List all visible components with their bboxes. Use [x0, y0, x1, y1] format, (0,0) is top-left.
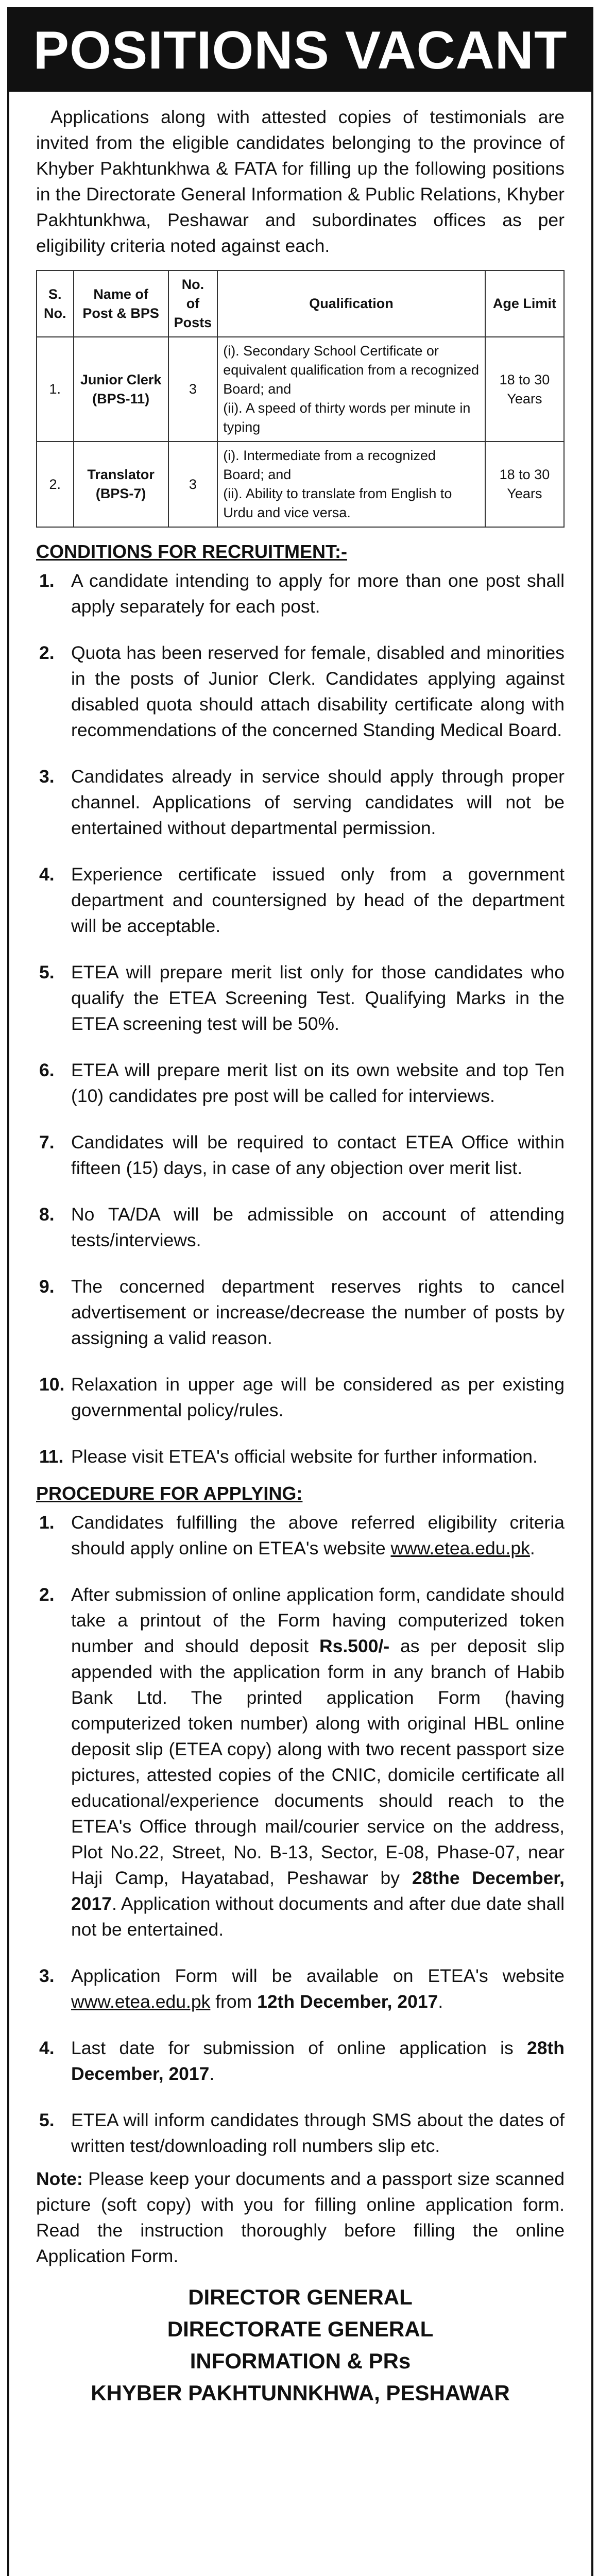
item-text: Quota has been reserved for female, disabled and minorities in the posts of Junior Clerk. Candidates applying against disabled quota should attach disability certificate along with recommendations of the concerned Standing Medical Board. — [71, 642, 565, 740]
list-item — [36, 1963, 565, 2014]
last-date: 28th December, 2017 — [71, 2038, 565, 2084]
list-item — [36, 1129, 565, 1181]
item-number: 5. — [39, 2110, 55, 2130]
serial-number-cell: 1. — [37, 337, 74, 442]
post-name: Junior Clerk — [80, 371, 162, 387]
item-text: After submission of online application form, candidate should take a printout of the Form having computerized token number and should deposit Rs.500/- as per deposit slip appended with the application form in any branch of Habib Bank Ltd. The printed application Form (having computerized token number) along with original HBL online deposit slip (ETEA copy) along with two recent passport size pictures, attested copies of the CNIC, domicile certificate all educational/experience documents should reach to the ETEA's Office through mail/courier service on the address, Plot No.22, Street, No. B-13, Sector, E-08, Phase-07, near Haji Camp, Hayatabad, Peshawar by 28the December, 2017. Application without documents and after due date shall not be entertained. — [71, 1584, 565, 1940]
item-number: 4. — [39, 2038, 55, 2058]
item-number: 7. — [39, 1132, 55, 1153]
qualification-line: (i). Intermediate from a recognized Board; and — [223, 448, 436, 482]
post-bps: (BPS-7) — [95, 486, 146, 501]
item-number: 6. — [39, 1060, 55, 1080]
item-text: Candidates already in service should apply through proper channel. Applications of serving candidates will not be entertained without departmental permission. — [71, 766, 565, 838]
item-number: 2. — [39, 1584, 55, 1605]
item-number: 9. — [39, 1276, 55, 1297]
website-link[interactable]: www.etea.edu.pk — [71, 1991, 211, 2012]
serial-number-cell: 2. — [37, 442, 74, 527]
post-count-cell: 3 — [168, 337, 218, 442]
item-number: 8. — [39, 1204, 55, 1225]
table-row — [37, 337, 564, 442]
item-text: ETEA will inform candidates through SMS about the dates of written test/downloading roll numbers slip etc. — [71, 2110, 565, 2156]
item-text: ETEA will prepare merit list only for those candidates who qualify the ETEA Screening Test. Qualifying Marks in the ETEA screening test will be 50%. — [71, 962, 565, 1034]
list-item — [36, 861, 565, 939]
age-limit-cell: 18 to 30 Years — [485, 337, 564, 442]
item-text: Relaxation in upper age will be considered as per existing governmental policy/rules. — [71, 1374, 565, 1420]
item-text: The concerned department reserves rights to cancel advertisement or increase/decrease the number of posts by assigning a valid reason. — [71, 1276, 565, 1348]
intro-paragraph: Applications along with attested copies of testimonials are invited from the eligible candidates belonging to the province of Khyber Pakhtunkhwa & FATA for filling up the following positions in the Directorate General Information & Public Relations, Khyber Pakhtunkhwa, Peshawar and subordinates offices as per eligibility criteria noted against each. — [36, 107, 565, 256]
list-item — [36, 764, 565, 841]
procedure-heading: PROCEDURE FOR APPLYING: — [36, 1483, 303, 1504]
fee-amount: Rs.500/- — [319, 1636, 390, 1656]
list-item — [36, 2107, 565, 2159]
item-number: 5. — [39, 962, 55, 982]
column-header: No. of Posts — [168, 270, 218, 337]
conditions-heading: CONDITIONS FOR RECRUITMENT:- — [36, 541, 347, 562]
note-paragraph — [36, 2166, 565, 2269]
page-title: POSITIONS VACANT — [9, 9, 591, 92]
signature-line: INFORMATION & PRs — [190, 2349, 411, 2373]
positions-table — [36, 270, 565, 528]
item-text: Last date for submission of online application is 28th December, 2017. — [71, 2038, 565, 2084]
age-limit-cell: 18 to 30 Years — [485, 442, 564, 527]
column-header: S. No. — [37, 270, 74, 337]
qualification-line: (i). Secondary School Certificate or equivalent qualification from a recognized Board; and — [223, 343, 480, 397]
ad-content — [9, 92, 591, 2409]
list-item — [36, 1510, 565, 1561]
list-item — [36, 1057, 565, 1109]
list-item — [36, 1582, 565, 1942]
list-item — [36, 959, 565, 1037]
item-number: 3. — [39, 766, 55, 787]
item-number: 3. — [39, 1965, 55, 1986]
item-number: 1. — [39, 1512, 55, 1533]
list-item — [36, 1444, 565, 1469]
item-text: Experience certificate issued only from a government department and countersigned by head of the department will be acceptable. — [71, 864, 565, 936]
qualification-line: (ii). A speed of thirty words per minute in typing — [223, 400, 471, 435]
item-number: 1. — [39, 570, 55, 591]
table-header-row — [37, 270, 564, 337]
item-text: Candidates fulfilling the above referred eligibility criteria should apply online on ETEA's website www.etea.edu.pk. — [71, 1512, 565, 1558]
item-text: Candidates will be required to contact ETEA Office within fifteen (15) days, in case of any objection over merit list. — [71, 1132, 565, 1178]
post-name: Translator — [87, 467, 155, 482]
list-item — [36, 1371, 565, 1423]
item-number: 4. — [39, 864, 55, 885]
list-item — [36, 1201, 565, 1253]
signature-line: DIRECTOR GENERAL — [188, 2285, 413, 2309]
signature-line: DIRECTORATE GENERAL — [167, 2317, 434, 2341]
post-bps: (BPS-11) — [92, 391, 150, 406]
item-text: ETEA will prepare merit list on its own website and top Ten (10) candidates pre post will be called for interviews. — [71, 1060, 565, 1106]
qualification-cell — [217, 337, 485, 442]
item-number: 11. — [39, 1446, 64, 1467]
availability-date: 12th December, 2017 — [257, 1991, 438, 2012]
list-item — [36, 2035, 565, 2087]
note-text: Please keep your documents and a passport size scanned picture (soft copy) with you for filling online application form. Read the instruction thoroughly before filling the online Application Form. — [36, 2168, 565, 2266]
column-header: Name of Post & BPS — [74, 270, 168, 337]
item-number: 2. — [39, 642, 55, 663]
column-header: Qualification — [217, 270, 485, 337]
website-link[interactable]: www.etea.edu.pk — [390, 1538, 530, 1558]
table-row — [37, 442, 564, 527]
item-text: Please visit ETEA's official website for further information. — [71, 1446, 538, 1467]
item-text: A candidate intending to apply for more than one post shall apply separately for each post. — [71, 570, 565, 617]
qualification-cell — [217, 442, 485, 527]
post-name-cell — [74, 337, 168, 442]
list-item — [36, 640, 565, 743]
item-text: No TA/DA will be admissible on account of attending tests/interviews. — [71, 1204, 565, 1250]
conditions-list — [36, 568, 565, 1469]
note-label: Note: — [36, 2168, 83, 2189]
procedure-list — [36, 1510, 565, 2159]
list-item — [36, 568, 565, 619]
qualification-line: (ii). Ability to translate from English to Urdu and vice versa. — [223, 486, 452, 520]
post-name-cell — [74, 442, 168, 527]
list-item — [36, 1274, 565, 1351]
item-number: 10. — [39, 1374, 65, 1395]
signature-line: KHYBER PAKHTUNNKHWA, PESHAWAR — [91, 2381, 510, 2405]
advertisement-frame — [7, 7, 593, 2576]
item-text: Application Form will be available on ETEA's website www.etea.edu.pk from 12th December, 2017. — [71, 1965, 565, 2012]
column-header: Age Limit — [485, 270, 564, 337]
post-count-cell: 3 — [168, 442, 218, 527]
signature-block — [36, 2281, 565, 2409]
deadline-date: 28the December, 2017 — [71, 1868, 565, 1914]
